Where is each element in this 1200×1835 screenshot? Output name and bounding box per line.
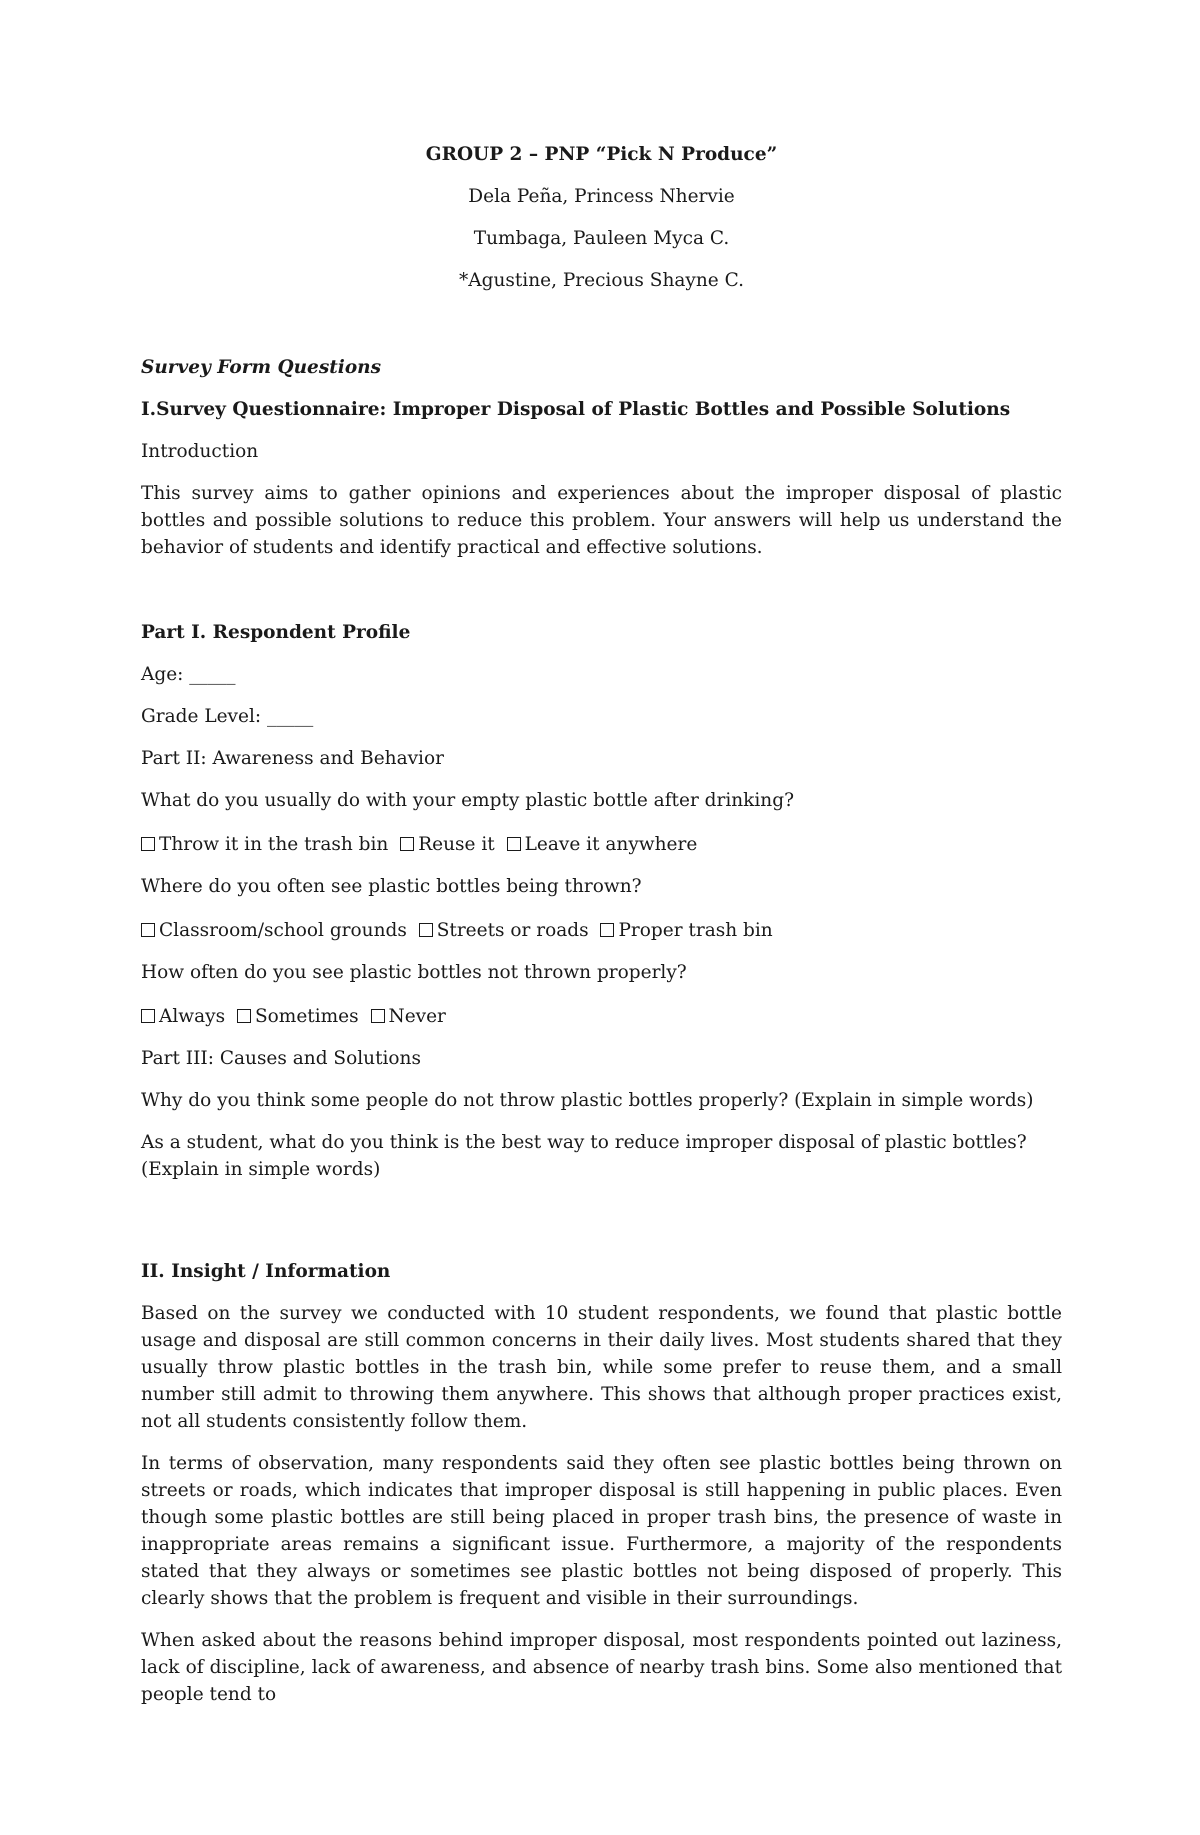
intro-label: Introduction (141, 441, 259, 462)
option-label: Always (159, 1006, 226, 1027)
member-name: Dela Peña, Princess Nhervie (468, 186, 735, 207)
question-3-options (141, 1003, 1062, 1030)
checkbox[interactable] (400, 837, 414, 851)
checkbox[interactable] (141, 837, 155, 851)
intro-text: This survey aims to gather opinions and experiences about the improper disposal of plastic bottles and possible solutions to reduce this problem. Your answers will help us understand the behavior of students and identify practical and effective solutions. (141, 483, 1062, 558)
insight-section (141, 1258, 1062, 1708)
question-1: What do you usually do with your empty plastic bottle after drinking? (141, 790, 794, 811)
checkbox[interactable] (419, 923, 433, 937)
checkbox[interactable] (371, 1009, 385, 1023)
question-3: How often do you see plastic bottles not thrown properly? (141, 962, 687, 983)
option-label: Never (388, 1006, 446, 1027)
questionnaire-title: I.Survey Questionnaire: Improper Disposal of Plastic Bottles and Possible Solutions (141, 399, 1011, 420)
checkbox[interactable] (237, 1009, 251, 1023)
part2-title: Part II: Awareness and Behavior (141, 748, 444, 769)
insight-paragraph: Based on the survey we conducted with 10 student respondents, we found that plastic bottle usage and disposal are still common concerns in their daily lives. Most students shared that they usually throw plastic bottles in the trash bin, while some prefer to reuse them, and a small number still admit to throwing them anywhere. This shows that although proper practices exist, not all students consistently follow them. (141, 1303, 1062, 1432)
option-label: Proper trash bin (618, 920, 773, 941)
question-5: As a student, what do you think is the best way to reduce improper disposal of plastic bottles? (Explain in simple words) (141, 1132, 1027, 1180)
member-name: *Agustine, Precious Shayne C. (459, 270, 744, 291)
option-label: Streets or roads (436, 920, 589, 941)
age-label: Age: (141, 664, 190, 685)
age-field (141, 661, 1062, 688)
checkbox[interactable] (141, 1009, 155, 1023)
question-2: Where do you often see plastic bottles being thrown? (141, 876, 642, 897)
grade-blank: _____ (267, 706, 314, 727)
insight-title: II. Insight / Information (141, 1261, 391, 1282)
checkbox[interactable] (141, 923, 155, 937)
member-name: Tumbaga, Pauleen Myca C. (473, 228, 730, 249)
option-label: Classroom/school grounds (159, 920, 407, 941)
question-2-options (141, 917, 1062, 944)
checkbox[interactable] (600, 923, 614, 937)
checkbox[interactable] (507, 837, 521, 851)
insight-paragraph: When asked about the reasons behind improper disposal, most respondents pointed out laziness, lack of discipline, lack of awareness, and absence of nearby trash bins. Some also mentioned that people tend to (141, 1630, 1062, 1705)
option-label: Reuse it (418, 834, 495, 855)
survey-heading: Survey Form Questions (141, 357, 382, 378)
document-header (141, 141, 1062, 294)
option-label: Sometimes (254, 1006, 359, 1027)
grade-field (141, 703, 1062, 730)
question-1-options (141, 831, 1062, 858)
part1-title: Part I. Respondent Profile (141, 622, 411, 643)
question-4: Why do you think some people do not throw plastic bottles properly? (Explain in simple words) (141, 1090, 1034, 1111)
option-label: Throw it in the trash bin (159, 834, 389, 855)
insight-paragraph: In terms of observation, many respondents said they often see plastic bottles being thrown on streets or roads, which indicates that improper disposal is still happening in public places. Even though some plastic bottles are still being placed in proper trash bins, the presence of waste in inappropriate areas remains a significant issue. Furthermore, a majority of the respondents stated that they always or sometimes see plastic bottles not being disposed of properly. This clearly shows that the problem is frequent and visible in their surroundings. (141, 1453, 1062, 1609)
survey-section (141, 354, 1062, 1183)
grade-label: Grade Level: (141, 706, 267, 727)
part3-title: Part III: Causes and Solutions (141, 1048, 421, 1069)
group-title: GROUP 2 – PNP “Pick N Produce” (425, 144, 778, 165)
option-label: Leave it anywhere (524, 834, 698, 855)
age-blank: _____ (189, 664, 236, 685)
